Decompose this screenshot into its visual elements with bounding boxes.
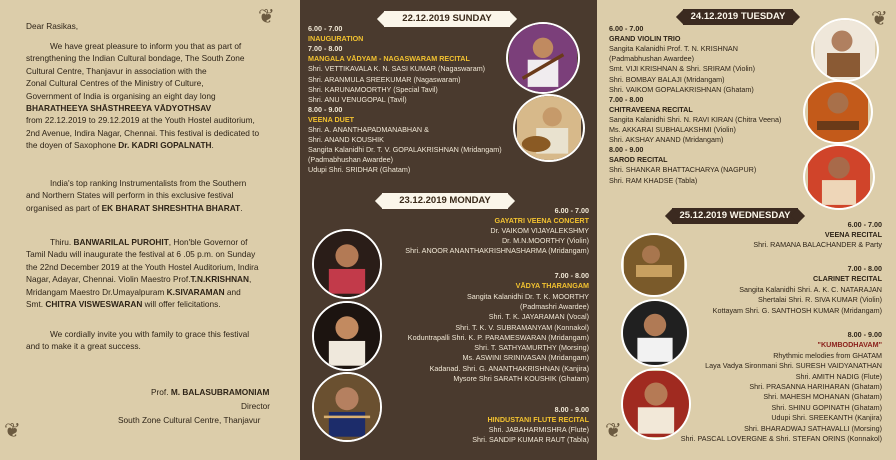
line-text: Cultural Centre, Thanjavur in association with the — [26, 65, 207, 76]
schedule-line: CHITRAVEENA RECITAL — [609, 104, 693, 114]
schedule-line: 6.00 - 7.00 — [609, 24, 644, 33]
paragraph-line — [26, 202, 243, 214]
schedule-line: 8.00 - 9.00 — [554, 405, 589, 414]
performer-photo — [312, 301, 382, 371]
date-ribbon-monday: 23.12.2019 MONDAY — [382, 193, 508, 209]
schedule-line: Shri. PRASANNA HARIHARAN (Ghatam) — [749, 382, 882, 391]
paragraph-line — [26, 114, 255, 126]
line-text: strengthening the Indian Cultural bondage, The South Zone — [26, 53, 245, 64]
schedule-line: 7.00 - 8.00 — [554, 271, 589, 280]
schedule-line: Shri. KARUNAMOORTHY (Special Tavil) — [308, 84, 438, 94]
date-ribbon-wednesday: 25.12.2019 WEDNESDAY — [672, 208, 798, 224]
line-text: We cordially invite you with family to grace this festival — [50, 329, 250, 339]
event-title: VEENA DUET — [308, 114, 355, 124]
schedule-line: Shri. SHINU GOPINATH (Ghatam) — [771, 402, 882, 412]
line-text: Zonal Cultural Centres of the Ministry of Culture, — [26, 78, 204, 89]
line-text: India's top ranking Instrumentalists from the Southern — [50, 178, 247, 188]
greeting: Dear Rasikas, — [26, 21, 79, 31]
schedule-line: Shri. RAMANA BALACHANDER & Party — [753, 240, 882, 249]
performer-photo — [312, 229, 382, 299]
schedule-line: Shri. T. K. JAYARAMAN (Vocal) — [488, 312, 589, 322]
ornament-icon: ❦ — [605, 420, 622, 442]
line-emphasis: K.SIVARAMAN — [166, 286, 225, 297]
schedule-line: 6.00 - 7.00 — [847, 220, 882, 229]
schedule-line: Shertalai Shri. R. SIVA KUMAR (Violin) — [758, 295, 882, 305]
schedule-line: Shri. VAIKOM GOPALAKRISHNAN (Ghatam) — [609, 84, 754, 94]
middle-panel — [300, 0, 597, 460]
line-text: Tamil Nadu will inaugurate the festival at 6 .05 p.m. on Sunday — [26, 249, 256, 260]
line-text: , Hon'ble Governor of — [168, 237, 248, 247]
schedule-line: Udupi Shri. SREEKANTH (Kanjira) — [771, 413, 882, 423]
schedule-line: Shri. SANDIP KUMAR RAUT (Tabla) — [472, 435, 589, 444]
ornament-icon: ❦ — [258, 6, 275, 28]
schedule-line: Shri. PASCAL LOVERGNE & Shri. STEFAN ORINS (Konnakol) — [680, 434, 882, 443]
line-text: We have great pleasure to inform you that as part of — [50, 41, 242, 51]
paragraph-line — [50, 328, 249, 340]
schedule-line: Dr. M.N.MOORTHY (Violin) — [501, 235, 589, 245]
line-text: will offer felicitations. — [142, 299, 221, 309]
paragraph-line — [26, 52, 245, 64]
schedule-line: Shri. ARANMULA SREEKUMAR (Nagaswaram) — [308, 74, 461, 84]
paragraph-line — [26, 189, 234, 201]
paragraph-line — [26, 286, 241, 298]
schedule-line: VEENA RECITAL — [824, 230, 882, 239]
paragraph-line — [26, 298, 221, 310]
schedule-line: Sangita Kalanidhi Dr. T. K. MOORTHY — [467, 291, 589, 301]
paragraph-line — [50, 177, 246, 189]
event-title: MANGALA VĀDYAM - NAGASWARAM RECITAL — [308, 54, 470, 64]
schedule-line: 8.00 - 9.00 — [308, 104, 343, 114]
event-title: HINDUSTANI FLUTE RECITAL — [487, 415, 589, 424]
line-text: the 22nd December 2019 at the Youth Hostel Auditorium, Indira — [26, 261, 259, 272]
event-title: GAYATRI VEENA CONCERT — [494, 215, 589, 225]
schedule-line: 7.00 - 8.00 — [609, 94, 644, 104]
schedule-line: GRAND VIOLIN TRIO — [609, 34, 681, 44]
paragraph-line — [26, 261, 258, 273]
performer-photo — [621, 368, 691, 440]
schedule-line: Mysore Shri SARATH KOUSHIK (Ghatam) — [453, 374, 589, 383]
paragraph-line — [26, 273, 251, 285]
line-text: Government of India is organising an eight day long — [26, 90, 216, 101]
line-text: Thiru. — [50, 237, 74, 247]
schedule-line: Shri. VETTIKAVALA K. N. SASI KUMAR (Nagaswaram) — [308, 64, 486, 74]
line-emphasis: EK BHARAT SHRESHTHA BHARAT — [101, 202, 241, 213]
performer-photo — [506, 22, 580, 94]
signature-title: Director — [241, 401, 271, 411]
schedule-line: Sangita Kalanidhi Dr. T. V. GOPALAKRISHNAN (Mridangam) — [308, 145, 502, 155]
schedule-line: Sangita Kalanidhi Shri. A. K. C. NATARAJAN — [739, 284, 882, 294]
line-text: Smt. — [26, 299, 46, 309]
schedule-line: Shri. ANAND KOUSHIK — [308, 135, 384, 145]
line-text: the doyen of Saxophone — [26, 140, 119, 151]
line-emphasis: T.N.KRISHNAN — [190, 274, 250, 285]
schedule-line: Shri. JABAHARMISHRA (Flute) — [488, 425, 589, 434]
line-text: and Northern States will perform in this exclusive festival — [26, 190, 234, 201]
line-text: , — [249, 274, 252, 285]
schedule-line: 6.00 - 7.00 — [554, 206, 589, 215]
event-title: "KUMBODHAVAM" — [817, 340, 882, 350]
paragraph-line — [26, 340, 141, 352]
schedule-line: Shri. BOMBAY BALAJI (Mridangam) — [609, 74, 725, 84]
schedule-line: SAROD RECITAL — [609, 155, 668, 165]
schedule-line: Dr. VAIKOM VIJAYALEKSHMY — [490, 225, 589, 235]
schedule-line: Shri. BHARADWAJ SATHAVALLI (Morsing) — [744, 423, 882, 433]
schedule-line: Udupi Shri. SRIDHAR (Ghatam) — [308, 165, 411, 175]
schedule-line: Shri. RAM KHADSE (Tabla) — [609, 175, 698, 185]
schedule-line: Ms. ASWINI SRINIVASAN (Mridangam) — [462, 353, 589, 363]
event-title: INAUGURATION — [308, 34, 364, 44]
schedule-line: Sangita Kalanidhi Shri. N. RAVI KIRAN (Chitra Veena) — [609, 114, 782, 124]
schedule-line: Laya Vadya Sironmani Shri. SURESH VAIDYANATHAN — [705, 361, 882, 371]
performer-photo — [312, 372, 382, 442]
ornament-icon: ❦ — [4, 420, 21, 442]
schedule-line: Shri. ANOOR ANANTHAKRISHNASHARMA (Mridangam) — [405, 245, 589, 255]
schedule-line: Kottayam Shri. G. SANTHOSH KUMAR (Mridangam) — [712, 305, 882, 315]
paragraph-line — [26, 77, 204, 89]
schedule-line: Shri. T. K. V. SUBRAMANYAM (Konnakol) — [455, 322, 589, 332]
line-text: Mridangam Maestro Dr.Umayalpuram — [26, 286, 167, 297]
schedule-line: Shri. A. ANANTHAPADMANABHAN & — [308, 125, 429, 134]
paragraph-line — [50, 40, 241, 52]
schedule-line: (Padmabhushan Awardee) — [609, 54, 694, 64]
schedule-line: 8.00 - 9.00 — [609, 145, 644, 155]
line-text: and — [224, 286, 241, 297]
line-text: from 22.12.2019 to 29.12.2019 at the Youth Hostel auditorium, — [26, 115, 255, 126]
schedule-line: Shri. T. SATHYAMURTHY (Morsing) — [474, 343, 589, 353]
event-title: VĀDYA THARANGAM — [515, 281, 589, 291]
left-panel — [0, 0, 300, 460]
line-emphasis: CHITRA VISWESWARAN — [45, 299, 143, 309]
line-text: . — [211, 140, 214, 151]
signature-line: Prof. M. BALASUBRAMONIAM — [151, 387, 270, 397]
schedule-line: (Padmabhushan Awardee) — [308, 155, 393, 165]
signature-org: South Zone Cultural Centre, Thanjavur — [118, 415, 261, 425]
date-ribbon-tuesday: 24.12.2019 TUESDAY — [683, 9, 793, 25]
right-panel — [597, 0, 896, 460]
line-emphasis: BANWARILAL PUROHIT — [73, 237, 169, 247]
ornament-icon: ❦ — [871, 8, 888, 30]
schedule-line: Shri. AKSHAY ANAND (Mridangam) — [609, 135, 724, 145]
paragraph-line — [26, 127, 259, 139]
performer-photo — [621, 299, 689, 367]
line-emphasis: Dr. KADRI GOPALNATH — [118, 140, 212, 151]
schedule-line: Shri. MAHESH MOHANAN (Ghatam) — [763, 392, 882, 402]
line-text: and to make it a great success. — [26, 341, 141, 352]
schedule-line: 6.00 - 7.00 — [308, 24, 343, 33]
schedule-line: Rhythmic melodies from GHATAM — [773, 350, 882, 360]
line-text: 2nd Avenue, Indira Nagar, Chennai. This festival is dedicated to — [26, 127, 260, 138]
performer-photo — [811, 18, 879, 82]
schedule-line: 7.00 - 8.00 — [308, 44, 343, 54]
paragraph-line — [26, 102, 211, 114]
schedule-line: Sangita Kalanidhi Prof. T. N. KRISHNAN — [609, 44, 738, 54]
line-text: . — [240, 202, 243, 213]
paragraph-line — [26, 248, 255, 260]
schedule-line: 7.00 - 8.00 — [847, 264, 882, 273]
date-ribbon-sunday: 22.12.2019 SUNDAY — [384, 11, 510, 27]
paragraph-line — [26, 65, 207, 77]
line-emphasis: BHARATHEEYA SHĀSTHREEYA VĀDYOTHSAV — [26, 103, 212, 113]
schedule-line: Shri. AMITH NADIG (Flute) — [795, 371, 882, 381]
paragraph-line — [26, 139, 214, 151]
schedule-line: Shri. SHANKAR BHATTACHARYA (NAGPUR) — [609, 165, 757, 175]
schedule-line: 8.00 - 9.00 — [847, 330, 882, 339]
performer-photo — [621, 233, 687, 297]
performer-photo — [803, 144, 875, 210]
schedule-line: Smt. VIJI KRISHNAN & Shri. SRIRAM (Violin) — [609, 64, 756, 74]
paragraph-line — [50, 236, 247, 248]
schedule-line: Ms. AKKARAI SUBHALAKSHMI (Violin) — [609, 125, 736, 134]
paragraph-line — [26, 90, 216, 102]
line-text: Nagar, Adayar, Chennai. Violin Maestro Prof. — [26, 274, 191, 285]
schedule-line: Shri. ANU VENUGOPAL (Tavil) — [308, 94, 407, 104]
schedule-line: Koduntrapalli Shri. K. P. PARAMESWARAN (Mridangam) — [407, 332, 589, 342]
schedule-line: CLARINET RECITAL — [813, 274, 882, 284]
performer-photo — [513, 94, 585, 162]
schedule-line: (Padmashri Awardee) — [520, 301, 589, 311]
performer-photo — [803, 80, 873, 144]
schedule-line: Kadanad. Shri. G. ANANTHAKRISHNAN (Kanjira) — [429, 363, 589, 373]
line-text: organised as part of — [26, 202, 102, 213]
